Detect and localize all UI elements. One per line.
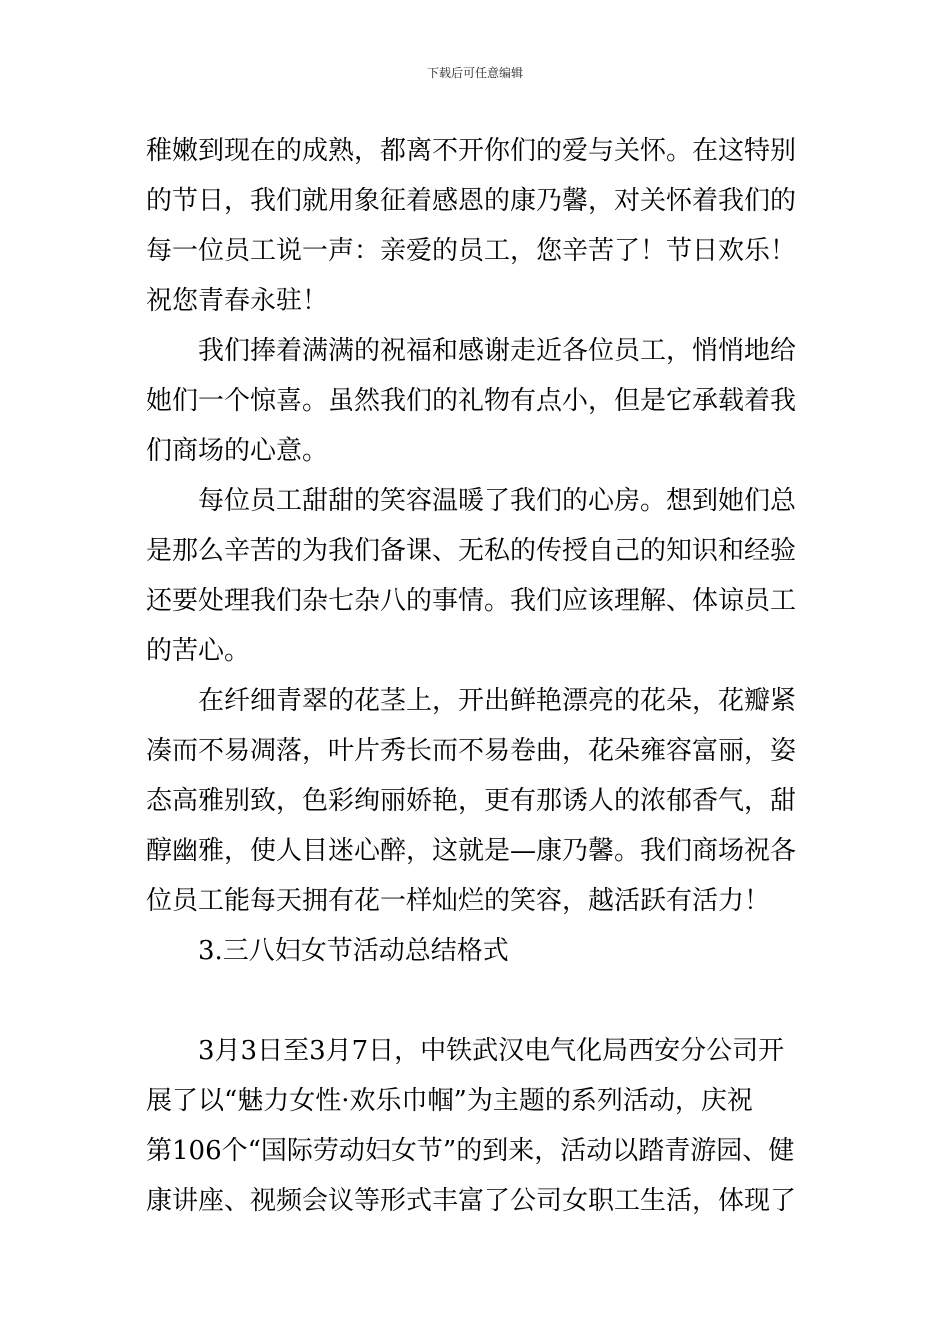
document-body [146,126,808,1226]
text-line: 祝您青春永驻！ [146,286,329,316]
text-line: 每一位员工说一声：亲爱的员工，您辛苦了！节日欢乐！ [146,236,797,266]
text-line: 是那么辛苦的为我们备课、无私的传授自己的知识和经验 [146,536,797,566]
text-line: 还要处理我们杂七杂八的事情。我们应该理解、体谅员工 [146,586,797,616]
text-line: 态高雅别致，色彩绚丽娇艳，更有那诱人的浓郁香气，甜 [146,786,797,816]
text-line: 她们一个惊喜。虽然我们的礼物有点小，但是它承载着我 [146,386,797,416]
text-line: 康讲座、视频会议等形式丰富了公司女职工生活，体现了 [146,1186,797,1216]
paragraph-first-line: 在纤细青翠的花茎上，开出鲜艳漂亮的花朵，花瓣紧 [198,686,797,716]
text-line: 位员工能每天拥有花一样灿烂的笑容，越活跃有活力！ [146,886,771,916]
text-line: 第106个“国际劳动妇女节”的到来，活动以踏青游园、健 [146,1136,795,1166]
text-line: 展了以“魅力女性·欢乐巾帼”为主题的系列活动，庆祝 [146,1086,753,1116]
blank-line [146,976,808,1026]
text-line: 们商场的心意。 [146,436,329,466]
text-line: 稚嫩到现在的成熟，都离不开你们的爱与关怀。在这特别 [146,136,797,166]
text-line: 的苦心。 [146,636,251,666]
text-line: 凑而不易凋落，叶片秀长而不易卷曲，花朵雍容富丽，姿 [146,736,797,766]
section-heading: 3.三八妇女节活动总结格式 [198,936,509,966]
paragraph-first-line: 3月3日至3月7日，中铁武汉电气化局西安分公司开 [198,1036,785,1066]
text-line: 醇幽雅，使人目迷心醉，这就是—康乃馨。我们商场祝各 [146,836,797,866]
text-line: 的节日，我们就用象征着感恩的康乃馨，对关怀着我们的 [146,186,797,216]
paragraph-first-line: 每位员工甜甜的笑容温暖了我们的心房。想到她们总 [198,486,797,516]
page-header: 下载后可任意编辑 [426,66,523,80]
paragraph-first-line: 我们捧着满满的祝福和感谢走近各位员工，悄悄地给 [198,336,797,366]
